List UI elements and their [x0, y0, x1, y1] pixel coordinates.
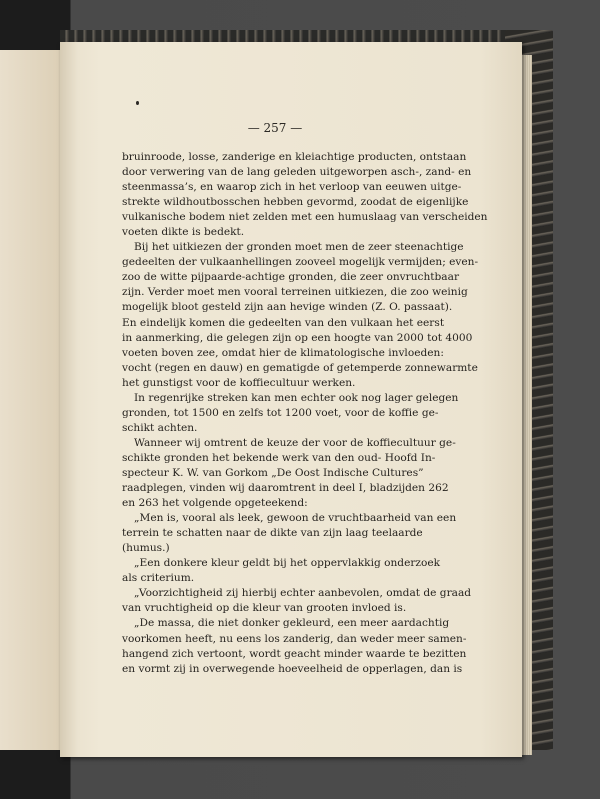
text-line: „Voorzichtigheid zij hierbij echter aanbevolen, omdat de graad: [134, 587, 472, 600]
text-line: strekte wildhoutbosschen hebben gevormd, zoodat de eigenlijke: [122, 196, 469, 209]
page-number: — 257 —: [247, 121, 303, 135]
body-text: [122, 150, 488, 677]
text-line: als criterium.: [122, 572, 195, 585]
text-line: van vruchtigheid op die kleur van grooten invloed is.: [122, 602, 407, 615]
text-line: zijn. Verder moet men vooral terreinen uitkiezen, die zoo weinig: [122, 286, 468, 299]
text-line: „Een donkere kleur geldt bij het oppervlakkig onderzoek: [134, 557, 441, 570]
text-line: raadplegen, vinden wij daaromtrent in deel I, bladzijden 262: [122, 482, 449, 495]
text-line: specteur K. W. van Gorkom „De Oost Indische Cultures”: [122, 466, 424, 479]
left-page-edge: [0, 50, 64, 750]
text-line: en 263 het volgende opgeteekend:: [122, 497, 308, 510]
text-line: schikt achten.: [122, 421, 198, 434]
text-line: in aanmerking, die gelegen zijn op een hoogte van 2000 tot 4000: [122, 331, 473, 344]
text-line: „Men is, vooral als leek, gewoon de vruchtbaarheid van een: [134, 512, 457, 525]
text-line: Wanneer wij omtrent de keuze der voor de koffiecultuur ge-: [134, 436, 456, 449]
text-line: voorkomen heeft, nu eens los zanderig, dan weder meer samen-: [122, 632, 467, 645]
text-line: vocht (regen en dauw) en gematigde of getemperde zonnewarmte: [122, 361, 478, 374]
text-line: mogelijk bloot gesteld zijn aan hevige winden (Z. O. passaat).: [122, 301, 453, 314]
text-line: terrein te schatten naar de dikte van zijn laag teelaarde: [122, 527, 423, 540]
text-line: steenmassa’s, en waarop zich in het verloop van eeuwen uitge-: [122, 181, 462, 194]
text-line: het gunstigst voor de koffiecultuur werken.: [122, 376, 356, 389]
text-line: hangend zich vertoont, wordt geacht minder waarde te bezitten: [122, 647, 467, 660]
text-line: „De massa, die niet donker gekleurd, een meer aardachtig: [134, 617, 450, 630]
text-line: En eindelijk komen die gedeelten van den vulkaan het eerst: [122, 316, 445, 329]
text-line: zoo de witte pijpaarde-achtige gronden, die zeer onvruchtbaar: [122, 271, 460, 284]
text-line: bruinroode, losse, zanderige en kleiachtige producten, ontstaan: [122, 151, 467, 163]
text-line: schikte gronden het bekende werk van den oud- Hoofd In-: [122, 451, 436, 464]
text-line: voeten dikte is bedekt.: [122, 226, 245, 239]
text-line: Bij het uitkiezen der gronden moet men de zeer steenachtige: [134, 241, 464, 254]
text-line: voeten boven zee, omdat hier de klimatologische invloeden:: [122, 346, 444, 359]
text-line: vulkanische bodem niet zelden met een humuslaag van verscheiden: [122, 211, 488, 224]
text-line: gedeelten der vulkaanhellingen zooveel mogelijk vermijden; even-: [122, 256, 479, 269]
ink-speck: [136, 101, 139, 105]
text-line: en vormt zij in overwegende hoeveelheid de opperlagen, dan is: [122, 662, 463, 675]
text-line: (humus.): [122, 542, 170, 555]
text-line: gronden, tot 1500 en zelfs tot 1200 voet, voor de koffie ge-: [122, 406, 439, 419]
text-line: door verwering van de lang geleden uitgeworpen asch-, zand- en: [122, 166, 472, 179]
text-line: In regenrijke streken kan men echter ook nog lager gelegen: [134, 391, 459, 404]
